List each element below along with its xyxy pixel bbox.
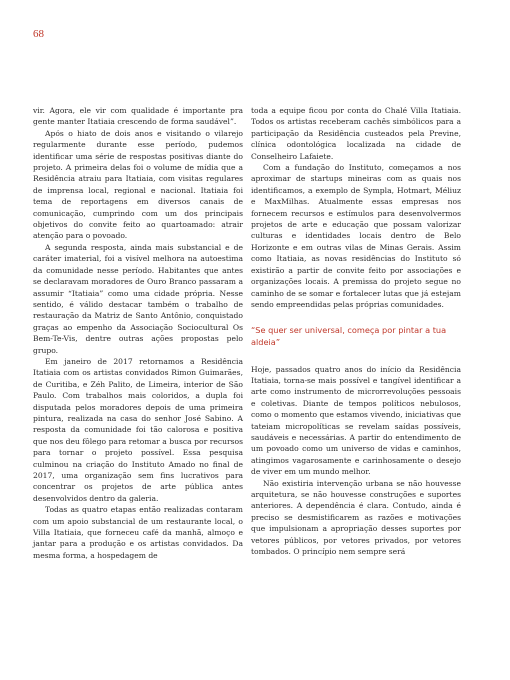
paragraph: toda a equipe ficou por conta do Chalé Villa Itatiaia. Todos os artistas receberam cachês simbólicos para a participação da Residência custeados pela Previne, clínica odontológica localizada na cidade de Conselheiro Lafaiete. — [251, 106, 461, 161]
paragraph: Com a fundação do Instituto, começamos a nos aproximar de startups mineiras com as quais nos identificamos, a exemplo de Sympla, Hotmart, Méliuz e MaxMilhas. Atualmente essas empresas nos fornecem recursos e estímulos para desenvolvermos projetos de arte e educação que possam valorizar culturas e identidades locais dentro de Belo Horizonte e em outras vilas de Minas Gerais. Assim como Itatiaia, as novas residências do Instituto só existirão a partir de convite feito por associações e organizações locais. A premissa do projeto segue no caminho de se somar e fortalecer lutas que já estejam sendo empreendidas pelas próprias comunidades. — [251, 163, 461, 309]
pull-quote: “Se quer ser universal, começa por pintar a tua aldeia” — [251, 325, 447, 347]
paragraph: vir. Agora, ele vir com qualidade é importante pra gente manter Itatiaia crescendo de forma saudável”. — [33, 106, 243, 127]
paragraph: A segunda resposta, ainda mais substancial e de caráter imaterial, foi a visível melhora na autoestima da comunidade nesse período. Habitantes que antes se declaravam moradores de Ouro Branco passaram a assumir “Itatiaia” como uma cidade própria. Nesse sentido, é válido destacar também o trabalho de restauração da Matriz de Santo Antônio, conquistado graças ao empenho da Associação Sociocultural Os Bem-Te-Vis, dentre outras ações propostas pelo grupo. — [33, 242, 243, 355]
paragraph: Em janeiro de 2017 retornamos a Residência Itatiaia com os artistas convidados Rimon Guimarães, de Curitiba, e Zéh Palito, de Limeira, interior de São Paulo. Com trabalhos mais coloridos, a dupla foi disputada pelos moradores depois de uma primeira pintura, realizada na casa do senhor José Sabino. A resposta da comunidade foi tão calorosa e positiva que nos deu fôlego para retomar a busca por recursos para tornar o projeto possível. Essa pesquisa culminou na criação do Instituto Amado no final de 2017, uma organização sem fins lucrativos para concentrar os projetos de arte pública antes desenvolvidos dentro da galeria. — [33, 356, 243, 503]
paragraph: Não existiria intervenção urbana se não houvesse arquitetura, se não houvesse construções e suportes anteriores. A dependência é clara. Contudo, ainda é preciso se desmistificarem as razões e motivações que impulsionam a apropriação desses suportes por vetores públicos, por vetores privados, por vetores tombados. O princípio nem sempre será — [251, 478, 461, 556]
left-text-column — [33, 105, 243, 561]
right-text-column — [251, 105, 461, 557]
paragraph: Após o hiato de dois anos e visitando o vilarejo regularmente durante esse período, pudemos identificar uma série de respostas positivas diante do projeto. A primeira delas foi o volume de mídia que a Residência atraiu para Itatiaia, com visitas regulares de imprensa local, regional e nacional. Itatiaia foi tema de reportagens em diversos canais de comunicação, cumprindo com um dos principais objetivos do convite feito ao quartoamado: atrair atenção para o povoado. — [33, 128, 243, 241]
paragraph: Todas as quatro etapas então realizadas contaram com um apoio substancial de um restaurante local, o Villa Itatiaia, que forneceu café da manhã, almoço e jantar para a produção e os artistas convidados. Da mesma forma, a hospedagem de — [33, 505, 243, 560]
page-number: 68 — [33, 28, 44, 40]
paragraph: Hoje, passados quatro anos do início da Residência Itatiaia, torna-se mais possível e tangível identificar a arte como instrumento de microrrevoluções pessoais e coletivas. Diante de tempos políticos nebulosos, como o momento que estamos vivendo, iniciativas que tateiam micropolíticas se revelam saídas possíveis, saudáveis e necessárias. A partir do entendimento de um povoado como um universo de vidas e caminhos, atingimos vagarosamente e carinhosamente o desejo de viver em um mundo melhor. — [251, 364, 461, 477]
